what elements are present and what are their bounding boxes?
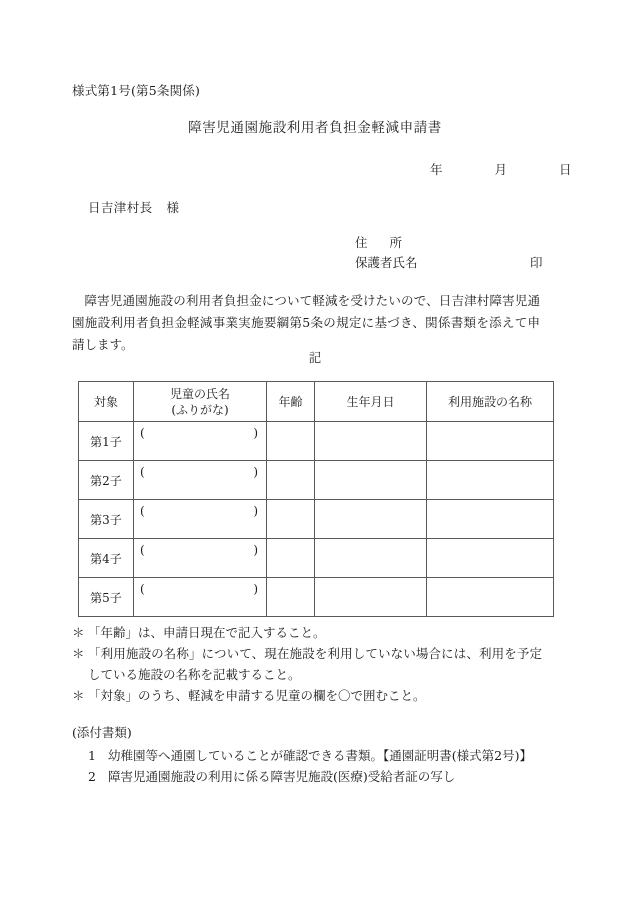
furigana-parentheses bbox=[140, 543, 258, 557]
cell-facility[interactable] bbox=[427, 422, 554, 461]
paren-close: ) bbox=[253, 543, 258, 557]
cell-age[interactable] bbox=[267, 461, 315, 500]
applicant-address-row bbox=[355, 233, 439, 253]
furigana-parentheses bbox=[140, 426, 258, 440]
date-month-label: 月 bbox=[494, 162, 507, 177]
cell-birthdate[interactable] bbox=[315, 539, 427, 578]
attachment-number: 1 bbox=[88, 748, 96, 763]
furigana-parentheses bbox=[140, 504, 258, 518]
form-code: 様式第1号(第5条関係) bbox=[72, 83, 201, 98]
paren-open: ( bbox=[140, 504, 145, 518]
column-header-target: 対象 bbox=[79, 382, 134, 422]
cell-target: 第3子 bbox=[79, 500, 134, 539]
cell-target: 第5子 bbox=[79, 578, 134, 617]
note-bullet: ＊ bbox=[72, 646, 85, 661]
address-label: 住所 bbox=[355, 235, 425, 250]
cell-age[interactable] bbox=[267, 500, 315, 539]
applicant-block bbox=[355, 233, 543, 273]
cell-birthdate[interactable] bbox=[315, 461, 427, 500]
table-row bbox=[79, 500, 554, 539]
children-table bbox=[78, 381, 554, 617]
paren-open: ( bbox=[140, 582, 145, 596]
cell-child-name[interactable] bbox=[134, 422, 267, 461]
attachment-item bbox=[72, 745, 542, 766]
attachment-item bbox=[72, 766, 542, 787]
attachment-number: 2 bbox=[88, 769, 96, 784]
column-header-child-name-furigana: (ふりがな) bbox=[171, 402, 229, 417]
cell-child-name[interactable] bbox=[134, 578, 267, 617]
note-bullet: ＊ bbox=[72, 688, 85, 703]
applicant-guardian-row bbox=[355, 253, 543, 273]
furigana-parentheses bbox=[140, 465, 258, 479]
cell-age[interactable] bbox=[267, 578, 315, 617]
paren-open: ( bbox=[140, 426, 145, 440]
attachments-title: (添付書類) bbox=[72, 725, 132, 740]
cell-target: 第1子 bbox=[79, 422, 134, 461]
paren-open: ( bbox=[140, 465, 145, 479]
cell-child-name[interactable] bbox=[134, 461, 267, 500]
note-text: 「対象」のうち、軽減を申請する児童の欄を〇で囲むこと。 bbox=[88, 688, 426, 703]
cell-facility[interactable] bbox=[427, 461, 554, 500]
column-header-birthdate: 生年月日 bbox=[315, 382, 427, 422]
cell-age[interactable] bbox=[267, 422, 315, 461]
cell-target: 第2子 bbox=[79, 461, 134, 500]
addressee-honorific: 様 bbox=[166, 200, 180, 215]
column-header-child-name bbox=[134, 382, 267, 422]
cell-age[interactable] bbox=[267, 539, 315, 578]
seal-label: 印 bbox=[530, 255, 543, 270]
cell-birthdate[interactable] bbox=[315, 500, 427, 539]
cell-target: 第4子 bbox=[79, 539, 134, 578]
table-header-row bbox=[79, 382, 554, 422]
addressee bbox=[88, 198, 179, 216]
body-paragraph: 障害児通園施設の利用者負担金について軽減を受けたいので、日吉津村障害児通園施設利用者負担金軽減事業実施要綱第5条の規定に基づき、関係書類を添えて申請します。 bbox=[72, 293, 540, 352]
paren-close: ) bbox=[253, 504, 258, 518]
ki-mark: 記 bbox=[308, 350, 322, 365]
note-item bbox=[72, 643, 542, 685]
table-row bbox=[79, 422, 554, 461]
paren-open: ( bbox=[140, 543, 145, 557]
cell-facility[interactable] bbox=[427, 578, 554, 617]
page-title: 障害児通園施設利用者負担金軽減申請書 bbox=[188, 120, 442, 136]
addressee-name: 日吉津村長 bbox=[88, 200, 153, 215]
column-header-facility: 利用施設の名称 bbox=[427, 382, 554, 422]
paren-close: ) bbox=[253, 426, 258, 440]
attachment-text: 障害児通園施設の利用に係る障害児施設(医療)受給者証の写し bbox=[108, 769, 456, 784]
paren-close: ) bbox=[253, 582, 258, 596]
column-header-child-name-main: 児童の氏名 bbox=[169, 386, 230, 401]
cell-child-name[interactable] bbox=[134, 539, 267, 578]
note-bullet: ＊ bbox=[72, 625, 85, 640]
table-row bbox=[79, 461, 554, 500]
note-item bbox=[72, 622, 542, 643]
paren-close: ) bbox=[253, 465, 258, 479]
date-day-label: 日 bbox=[558, 162, 572, 177]
guardian-name-label: 保護者氏名 bbox=[355, 255, 418, 270]
note-text: 「利用施設の名称」について、現在施設を利用していない場合には、利用を予定している施設の名称を記載すること。 bbox=[88, 646, 542, 682]
furigana-parentheses bbox=[140, 582, 258, 596]
attachment-text: 幼稚園等へ通園していることが確認できる書類。【通園証明書(様式第2号)】 bbox=[108, 748, 532, 763]
cell-facility[interactable] bbox=[427, 539, 554, 578]
date-year-label: 年 bbox=[430, 162, 443, 177]
note-text: 「年齢」は、申請日現在で記入すること。 bbox=[88, 625, 326, 640]
table-row bbox=[79, 539, 554, 578]
table-row bbox=[79, 578, 554, 617]
attachments-section bbox=[72, 722, 542, 787]
note-item bbox=[72, 685, 542, 706]
column-header-age: 年齢 bbox=[267, 382, 315, 422]
cell-child-name[interactable] bbox=[134, 500, 267, 539]
date-line bbox=[430, 160, 571, 178]
cell-facility[interactable] bbox=[427, 500, 554, 539]
notes-list bbox=[72, 622, 542, 706]
cell-birthdate[interactable] bbox=[315, 422, 427, 461]
cell-birthdate[interactable] bbox=[315, 578, 427, 617]
